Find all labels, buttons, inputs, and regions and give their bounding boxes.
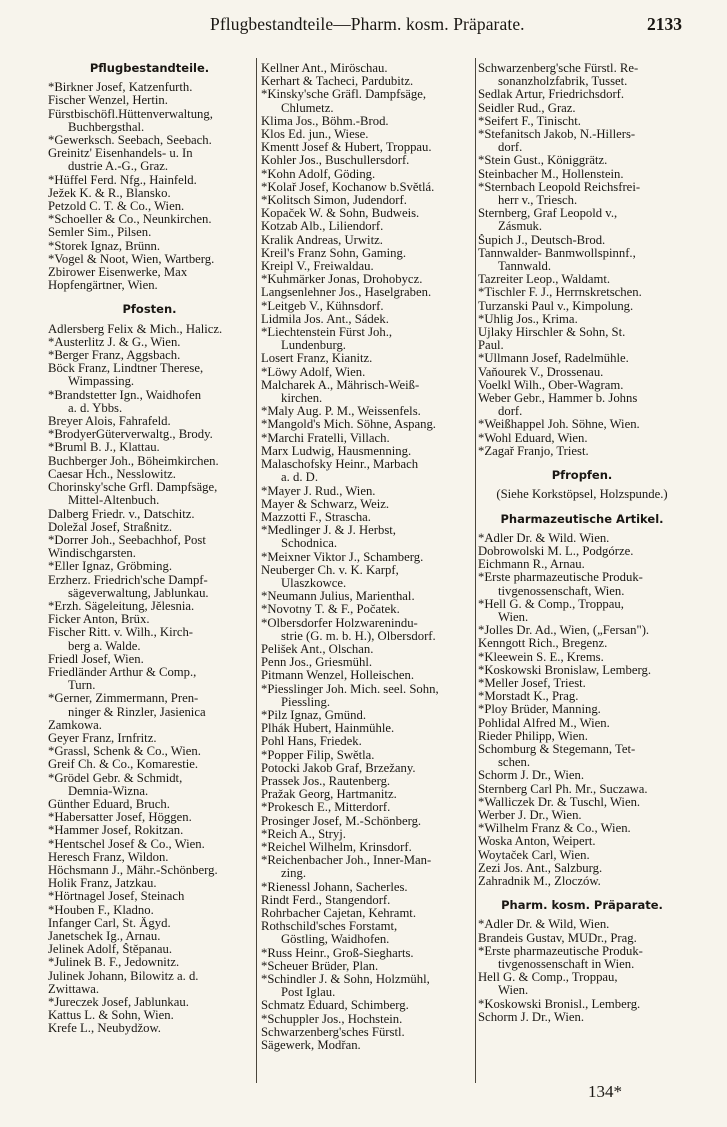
directory-entry: a. d. Ybbs. <box>68 401 123 415</box>
directory-entry: Mayer & Schwarz, Weiz. <box>261 497 390 511</box>
directory-entry: Voelkl Wilh., Ober-Wagram. <box>478 378 624 392</box>
directory-entry: Adlersberg Felix & Mich., Halicz. <box>48 322 223 336</box>
directory-entry: Schorm J. Dr., Wien. <box>478 769 585 783</box>
page-number: 2133 <box>647 14 682 34</box>
directory-entry: *Leitgeb V., Kühnsdorf. <box>261 299 384 313</box>
directory-entry: Eichmann R., Arnau. <box>478 558 585 572</box>
directory-entry: *Rienessl Johann, Sacherles. <box>261 880 408 894</box>
directory-entry: *Bruml B. J., Klattau. <box>48 441 160 455</box>
directory-entry: *Löwy Adolf, Wien. <box>261 365 366 379</box>
directory-entry: Kohler Jos., Buschullersdorf. <box>261 154 410 168</box>
section-heading: Pharmazeutische Artikel. <box>500 511 664 526</box>
directory-entry: Prosinger Josef, M.-Schönberg. <box>261 814 422 828</box>
directory-entry: *Hentschel Josef & Co., Wien. <box>48 837 205 851</box>
directory-entry: Lundenburg. <box>281 339 346 353</box>
directory-entry: *Julinek B. F., Jedownitz. <box>48 956 180 970</box>
directory-entry: *Storek Ignaz, Brünn. <box>48 239 161 253</box>
directory-entry: *Russ Heinr., Groß-Siegharts. <box>261 946 414 960</box>
directory-entry: *Schuppler Jos., Hochstein. <box>261 1012 403 1026</box>
directory-entry: Krefe L., Neubydžow. <box>48 1022 161 1036</box>
directory-entry: *Neumann Julius, Marienthal. <box>261 590 415 604</box>
directory-entry: *Maly Aug. P. M., Weissenfels. <box>261 405 421 419</box>
directory-entry: *Walliczek Dr. & Tuschl, Wien. <box>478 795 641 809</box>
directory-entry: *Reichel Wilhelm, Krinsdorf. <box>261 840 412 854</box>
directory-entry: *Jureczek Josef, Jablunkau. <box>48 996 189 1010</box>
directory-entry: Werber J. Dr., Wien. <box>478 808 582 822</box>
directory-entry: *Kleewein S. E., Krems. <box>478 650 604 664</box>
directory-entry: *Novotny T. & F., Počatek. <box>261 603 400 617</box>
directory-entry: Dalberg Friedr. v., Datschitz. <box>48 507 195 521</box>
directory-entry: Friedl Josef, Wien. <box>48 652 144 666</box>
directory-entry: *Hörtnagel Josef, Steinach <box>48 890 185 904</box>
directory-entry: herr v., Triesch. <box>498 194 578 208</box>
directory-entry: *Eller Ignaz, Gröbming. <box>48 560 173 574</box>
directory-entry: Semler Sim., Pilsen. <box>48 226 152 240</box>
directory-entry: Kreil's Franz Sohn, Gaming. <box>261 246 407 260</box>
directory-entry: dorf. <box>498 405 523 419</box>
directory-entry: Petzold C. T. & Co., Wien. <box>48 200 185 214</box>
directory-entry: *Grödel Gebr. & Schmidt, <box>48 771 183 785</box>
directory-entry: Zbirower Eisenwerke, Max <box>48 266 188 280</box>
cross-reference: (Siehe Korkstöpsel, Holzspunde.) <box>496 487 668 502</box>
directory-entry: Fürstbischöfl.Hüttenverwaltung, <box>48 107 213 121</box>
directory-entry: *Stein Gust., Königgrätz. <box>478 154 608 168</box>
directory-entry: *Hell G. & Comp., Troppau, <box>478 597 624 611</box>
directory-entry: Pražak Georg, Hartmanitz. <box>261 788 397 802</box>
directory-entry: *Ullmann Josef, Radelmühle. <box>478 352 629 366</box>
directory-entry: *Kinsky'sche Gräfl. Dampfsäge, <box>261 88 427 102</box>
directory-entry: Kenngott Rich., Bregenz. <box>478 637 608 651</box>
directory-entry: Doležal Josef, Straßnitz. <box>48 520 173 534</box>
directory-entry: *Brandstetter Ign., Waidhofen <box>48 388 202 402</box>
directory-entry: Post Iglau. <box>281 986 336 1000</box>
directory-entry: *Adler Dr. & Wild, Wien. <box>478 918 610 932</box>
directory-entry: Erzherz. Friedrich'sche Dampf- <box>48 573 208 587</box>
directory-entry: Buchbergsthal. <box>68 120 145 134</box>
directory-entry: *Meixner Viktor J., Schamberg. <box>261 550 424 564</box>
directory-entry: *Hammer Josef, Rokitzan. <box>48 824 184 838</box>
directory-entry: *Zagař Franjo, Triest. <box>478 444 589 458</box>
directory-entry: Sternberg, Graf Leopold v., <box>478 207 618 221</box>
directory-entry: Geyer Franz, Irnfritz. <box>48 731 157 745</box>
directory-entry: Ulaszkowce. <box>281 576 347 590</box>
directory-entry: Klima Jos., Böhm.-Brod. <box>261 114 389 128</box>
directory-entry: Ježek K. & R., Blansko. <box>48 186 171 200</box>
directory-entry: Pohl Hans, Friedek. <box>261 735 362 749</box>
running-title: Pflugbestandteile—Pharm. kosm. Präparate. <box>210 14 525 34</box>
directory-entry: *Birkner Josef, Katzenfurth. <box>48 81 193 95</box>
directory-entry: Pitmann Wenzel, Holleischen. <box>261 669 415 683</box>
directory-entry: Schwarzenberg'sche Fürstl. Re- <box>478 62 639 75</box>
directory-entry: Malaschofsky Heinr., Marbach <box>261 458 419 472</box>
directory-entry: Sägewerk, Modřan. <box>261 1039 361 1053</box>
directory-entry: *Prokesch E., Mitterdorf. <box>261 801 391 815</box>
directory-entry: *Olbersdorfer Holzwarenindu- <box>261 616 418 630</box>
directory-entry: tivgenossenschaft in Wien. <box>498 958 635 971</box>
directory-entry: *Berger Franz, Aggsbach. <box>48 349 181 363</box>
directory-entry: *Reichenbacher Joh., Inner-Man- <box>261 854 432 868</box>
directory-entry: *Marchi Fratelli, Villach. <box>261 431 390 445</box>
directory-entry: Chlumetz. <box>281 101 334 115</box>
directory-entry: Julinek Johann, Bilowitz a. d. <box>48 969 199 983</box>
directory-entry: Pohlidal Alfred M., Wien. <box>478 716 610 730</box>
page-header <box>0 14 727 40</box>
directory-entry: *Tischler F. J., Herrnskretschen. <box>478 286 642 300</box>
directory-entry: Mazzotti F., Strascha. <box>261 510 371 524</box>
section-heading: Pharm. kosm. Präparate. <box>501 898 663 913</box>
directory-entry: Breyer Alois, Fahrafeld. <box>48 415 171 429</box>
directory-entry: Šupich J., Deutsch-Brod. <box>478 233 606 247</box>
directory-entry: *Scheuer Brüder, Plan. <box>261 959 379 973</box>
directory-entry: Holik Franz, Jatzkau. <box>48 877 157 891</box>
directory-entry: Zwittawa. <box>48 982 100 996</box>
directory-entry: *Houben F., Kladno. <box>48 903 154 917</box>
directory-entry: Langsenlehner Jos., Haselgraben. <box>261 286 432 300</box>
directory-entry: *Gewerksch. Seebach, Seebach. <box>48 134 212 148</box>
directory-entry: *Hüffel Ferd. Nfg., Hainfeld. <box>48 173 197 187</box>
directory-entry: Höchsmann J., Mähr.-Schönberg. <box>48 863 218 877</box>
directory-entry: sägeverwaltung, Jablunkau. <box>68 586 209 600</box>
directory-entry: Woytaček Carl, Wien. <box>478 848 590 862</box>
directory-entry: Schodnica. <box>281 537 338 551</box>
directory-entry: *Piesslinger Joh. Mich. seel. Sohn, <box>261 682 439 696</box>
directory-entry: Tannwald. <box>498 260 552 274</box>
directory-entry: *Austerlitz J. & G., Wien. <box>48 335 181 349</box>
directory-entry: Kreipl V., Freiwaldau. <box>261 260 374 274</box>
directory-entry: *Wilhelm Franz & Co., Wien. <box>478 822 631 836</box>
directory-entry: Losert Franz, Kianitz. <box>261 352 373 366</box>
directory-entry: *Kuhmärker Jonas, Drohobycz. <box>261 273 423 287</box>
directory-entry: *Erzh. Sägeleitung, Jělesnia. <box>48 599 195 613</box>
directory-entry: *Schoeller & Co., Neunkirchen. <box>48 213 212 227</box>
directory-entry: Marx Ludwig, Hausmenning. <box>261 444 412 458</box>
directory-entry: *Popper Filip, Swětla. <box>261 748 375 762</box>
directory-entry: *Wohl Eduard, Wien. <box>478 431 588 445</box>
directory-entry: Penn Jos., Griesmühl. <box>261 656 373 670</box>
directory-entry: Zezi Jos. Ant., Salzburg. <box>478 861 603 875</box>
directory-entry: Infanger Carl, St. Ägyd. <box>48 916 171 930</box>
directory-entry: Tannwalder- Banmwollspinnf., <box>478 246 636 260</box>
directory-entry: Rothschild'sches Forstamt, <box>261 920 398 934</box>
directory-entry: Janetschek Ig., Arnau. <box>48 930 161 943</box>
directory-entry: Malcharek A., Mährisch-Weiß- <box>261 378 420 392</box>
directory-entry: tivgenossenschaft, Wien. <box>498 584 625 598</box>
directory-entry: Ujlaky Hirschler & Sohn, St. <box>478 326 626 340</box>
directory-entry: Hopfengärtner, Wien. <box>48 279 158 293</box>
directory-entry: Sternberg Carl Ph. Mr., Suczawa. <box>478 782 648 796</box>
directory-entry: *Gerner, Zimmermann, Pren- <box>48 692 199 706</box>
directory-entry: Rieder Philipp, Wien. <box>478 729 588 743</box>
section-heading: Pfropfen. <box>551 468 613 483</box>
directory-entry: Friedländer Arthur & Comp., <box>48 665 197 679</box>
directory-entry: *Kolitsch Simon, Judendorf. <box>261 194 407 208</box>
directory-entry: Kellner Ant., Miröschau. <box>261 62 388 75</box>
sheet-signature: 134* <box>588 1082 622 1101</box>
directory-entry: Kmentt Josef & Hubert, Troppau. <box>261 141 432 155</box>
directory-entry: *Kolař Josef, Kochanow b.Světlá. <box>261 180 435 194</box>
directory-entry: Heresch Franz, Wildon. <box>48 850 169 864</box>
directory-entry: *Liechtenstein Fürst Joh., <box>261 326 393 340</box>
directory-entry: berg a. Walde. <box>68 639 141 653</box>
directory-entry: *Erste pharmazeutische Produk- <box>478 571 643 585</box>
directory-entry: *Seifert F., Tinischt. <box>478 114 581 128</box>
directory-entry: Vaňourek V., Drossenau. <box>478 365 604 379</box>
directory-entry: strie (G. m. b. H.), Olbersdorf. <box>281 629 436 643</box>
column-divider <box>256 58 257 1083</box>
directory-entry: *Weißhappel Joh. Söhne, Wien. <box>478 418 640 432</box>
column-left <box>48 62 251 1036</box>
directory-entry: Böck Franz, Lindtner Therese, <box>48 362 204 376</box>
directory-entry: *Koskowski Bronisl., Lemberg. <box>478 997 641 1011</box>
directory-entry: Turzanski Paul v., Kimpolung. <box>478 299 634 313</box>
directory-entry: ninger & Rinzler, Jasienica <box>68 705 206 719</box>
directory-entry: *Sternbach Leopold Reichsfrei- <box>478 180 641 194</box>
directory-entry: *Grassl, Schenk & Co., Wien. <box>48 745 201 759</box>
directory-entry: *Jolles Dr. Ad., Wien, („Fersan"). <box>478 624 650 638</box>
directory-entry: *Dorrer Joh., Seebachhof, Post <box>48 533 206 547</box>
directory-entry: kirchen. <box>281 392 323 406</box>
directory-entry: Windischgarsten. <box>48 547 136 561</box>
directory-entry: Piessling. <box>281 695 330 709</box>
directory-entry: Prassek Jos., Rautenberg. <box>261 774 391 788</box>
directory-entry: dorf. <box>498 141 523 155</box>
directory-entry: Göstling, Waidhofen. <box>281 933 390 947</box>
directory-entry: Jelinek Adolf, Štěpanau. <box>48 943 173 957</box>
directory-entry: *Mayer J. Rud., Wien. <box>261 484 376 498</box>
directory-entry: Steinbacher M., Hollenstein. <box>478 167 624 181</box>
directory-entry: *Reich A., Stryj. <box>261 827 346 841</box>
directory-entry: *Habersatter Josef, Höggen. <box>48 811 192 825</box>
directory-entry: Rindt Ferd., Stangendorf. <box>261 893 391 907</box>
directory-entry: Plhák Hubert, Hainmühle. <box>261 722 395 736</box>
directory-entry: *Medlinger J. & J. Herbst, <box>261 524 396 538</box>
directory-entry: *Morstadt K., Prag. <box>478 690 579 704</box>
directory-entry: *Erste pharmazeutische Produk- <box>478 944 643 958</box>
directory-entry: *BrodyerGüterverwaltg., Brody. <box>48 428 213 442</box>
directory-entry: *Meller Josef, Triest. <box>478 676 586 690</box>
directory-entry: Chorinsky'sche Grfl. Dampfsäge, <box>48 481 218 495</box>
directory-entry: Neuberger Ch. v. K. Karpf, <box>261 563 399 577</box>
directory-entry: Fischer Wenzel, Hertin. <box>48 94 168 108</box>
directory-entry: Dobrowolski M. L., Podgórze. <box>478 544 634 558</box>
directory-entry: Greif Ch. & Co., Komarestie. <box>48 758 199 772</box>
directory-entry: Kralik Andreas, Urwitz. <box>261 233 383 247</box>
directory-entry: sonanzholzfabrik, Tusset. <box>498 75 628 89</box>
directory-entry: *Uhlig Jos., Krima. <box>478 312 578 326</box>
section-heading: Pfosten. <box>122 302 177 317</box>
directory-entry: Buchberger Joh., Böheimkirchen. <box>48 454 219 468</box>
directory-entry: *Schindler J. & Sohn, Holzmühl, <box>261 973 430 987</box>
directory-entry: Wien. <box>498 610 529 624</box>
directory-entry: Demnia-Wizna. <box>68 784 149 798</box>
directory-entry: Hell G. & Comp., Troppau, <box>478 971 618 985</box>
directory-entry: Pelišek Ant., Olschan. <box>261 642 374 656</box>
directory-entry: Zahradnik M., Zloczów. <box>478 874 601 888</box>
column-right <box>478 62 686 1024</box>
directory-entry: Sedlak Artur, Friedrichsdorf. <box>478 88 625 102</box>
directory-entry: Mittel-Altenbuch. <box>68 494 160 508</box>
directory-entry: a. d. D. <box>281 471 318 485</box>
directory-entry: *Kohn Adolf, Göding. <box>261 167 376 181</box>
directory-entry: *Adler Dr. & Wild. Wien. <box>478 531 610 545</box>
directory-entry: *Vogel & Noot, Wien, Wartberg. <box>48 252 215 266</box>
directory-entry: Potocki Jakob Graf, Brzežany. <box>261 761 416 775</box>
directory-entry: *Ploy Brüder, Manning. <box>478 703 601 717</box>
directory-entry: *Mangold's Mich. Söhne, Aspang. <box>261 418 436 432</box>
directory-entry: *Pilz Ignaz, Gmünd. <box>261 708 367 722</box>
directory-entry: Kattus L. & Sohn, Wien. <box>48 1009 174 1023</box>
directory-entry: Greinitz' Eisenhandels- u. In <box>48 147 193 161</box>
directory-entry: Zásmuk. <box>498 220 543 234</box>
directory-entry: Wien. <box>498 984 529 998</box>
directory-entry: *Koskowski Bronislaw, Lemberg. <box>478 663 652 677</box>
directory-entry: schen. <box>498 756 531 770</box>
directory-entry: Caesar Hch., Nesslowitz. <box>48 467 176 481</box>
column-middle <box>261 62 472 1052</box>
directory-entry: Lidmila Jos. Ant., Sádek. <box>261 312 389 326</box>
column-divider <box>475 58 476 1083</box>
directory-entry: Günther Eduard, Bruch. <box>48 797 170 811</box>
directory-entry: Brandeis Gustav, MUDr., Prag. <box>478 931 637 945</box>
directory-entry: Turn. <box>68 679 96 693</box>
directory-entry: Schomburg & Stegemann, Tet- <box>478 742 636 756</box>
directory-entry: Schorm J. Dr., Wien. <box>478 1010 585 1024</box>
directory-entry: Kopaček W. & Sohn, Budweis. <box>261 207 420 221</box>
directory-entry: Zamkowa. <box>48 718 102 732</box>
directory-entry: Ficker Anton, Brüx. <box>48 613 150 627</box>
directory-entry: Seidler Rud., Graz. <box>478 101 576 115</box>
directory-entry: Tazreiter Leop., Waldamt. <box>478 273 611 287</box>
directory-entry: Woska Anton, Weipert. <box>478 835 596 849</box>
directory-entry: Wimpassing. <box>68 375 135 389</box>
directory-entry: Klos Ed. jun., Wiese. <box>261 128 369 142</box>
directory-entry: Rohrbacher Cajetan, Kehramt. <box>261 907 417 920</box>
directory-entry: zing. <box>281 867 307 881</box>
directory-entry: dustrie A.-G., Graz. <box>68 160 169 174</box>
directory-entry: Schmatz Eduard, Schimberg. <box>261 999 409 1013</box>
directory-entry: Fischer Ritt. v. Wilh., Kirch- <box>48 626 194 640</box>
directory-entry: Kerhart & Tacheci, Pardubitz. <box>261 75 414 89</box>
directory-entry: Weber Gebr., Hammer b. Johns <box>478 392 638 406</box>
directory-entry: Kotzab Alb., Liliendorf. <box>261 220 384 234</box>
directory-entry: Schwarzenberg'sches Fürstl. <box>261 1025 405 1039</box>
section-heading: Pflugbestandteile. <box>89 61 210 75</box>
directory-entry: Paul. <box>478 339 504 353</box>
directory-entry: *Stefanitsch Jakob, N.-Hillers- <box>478 128 636 142</box>
